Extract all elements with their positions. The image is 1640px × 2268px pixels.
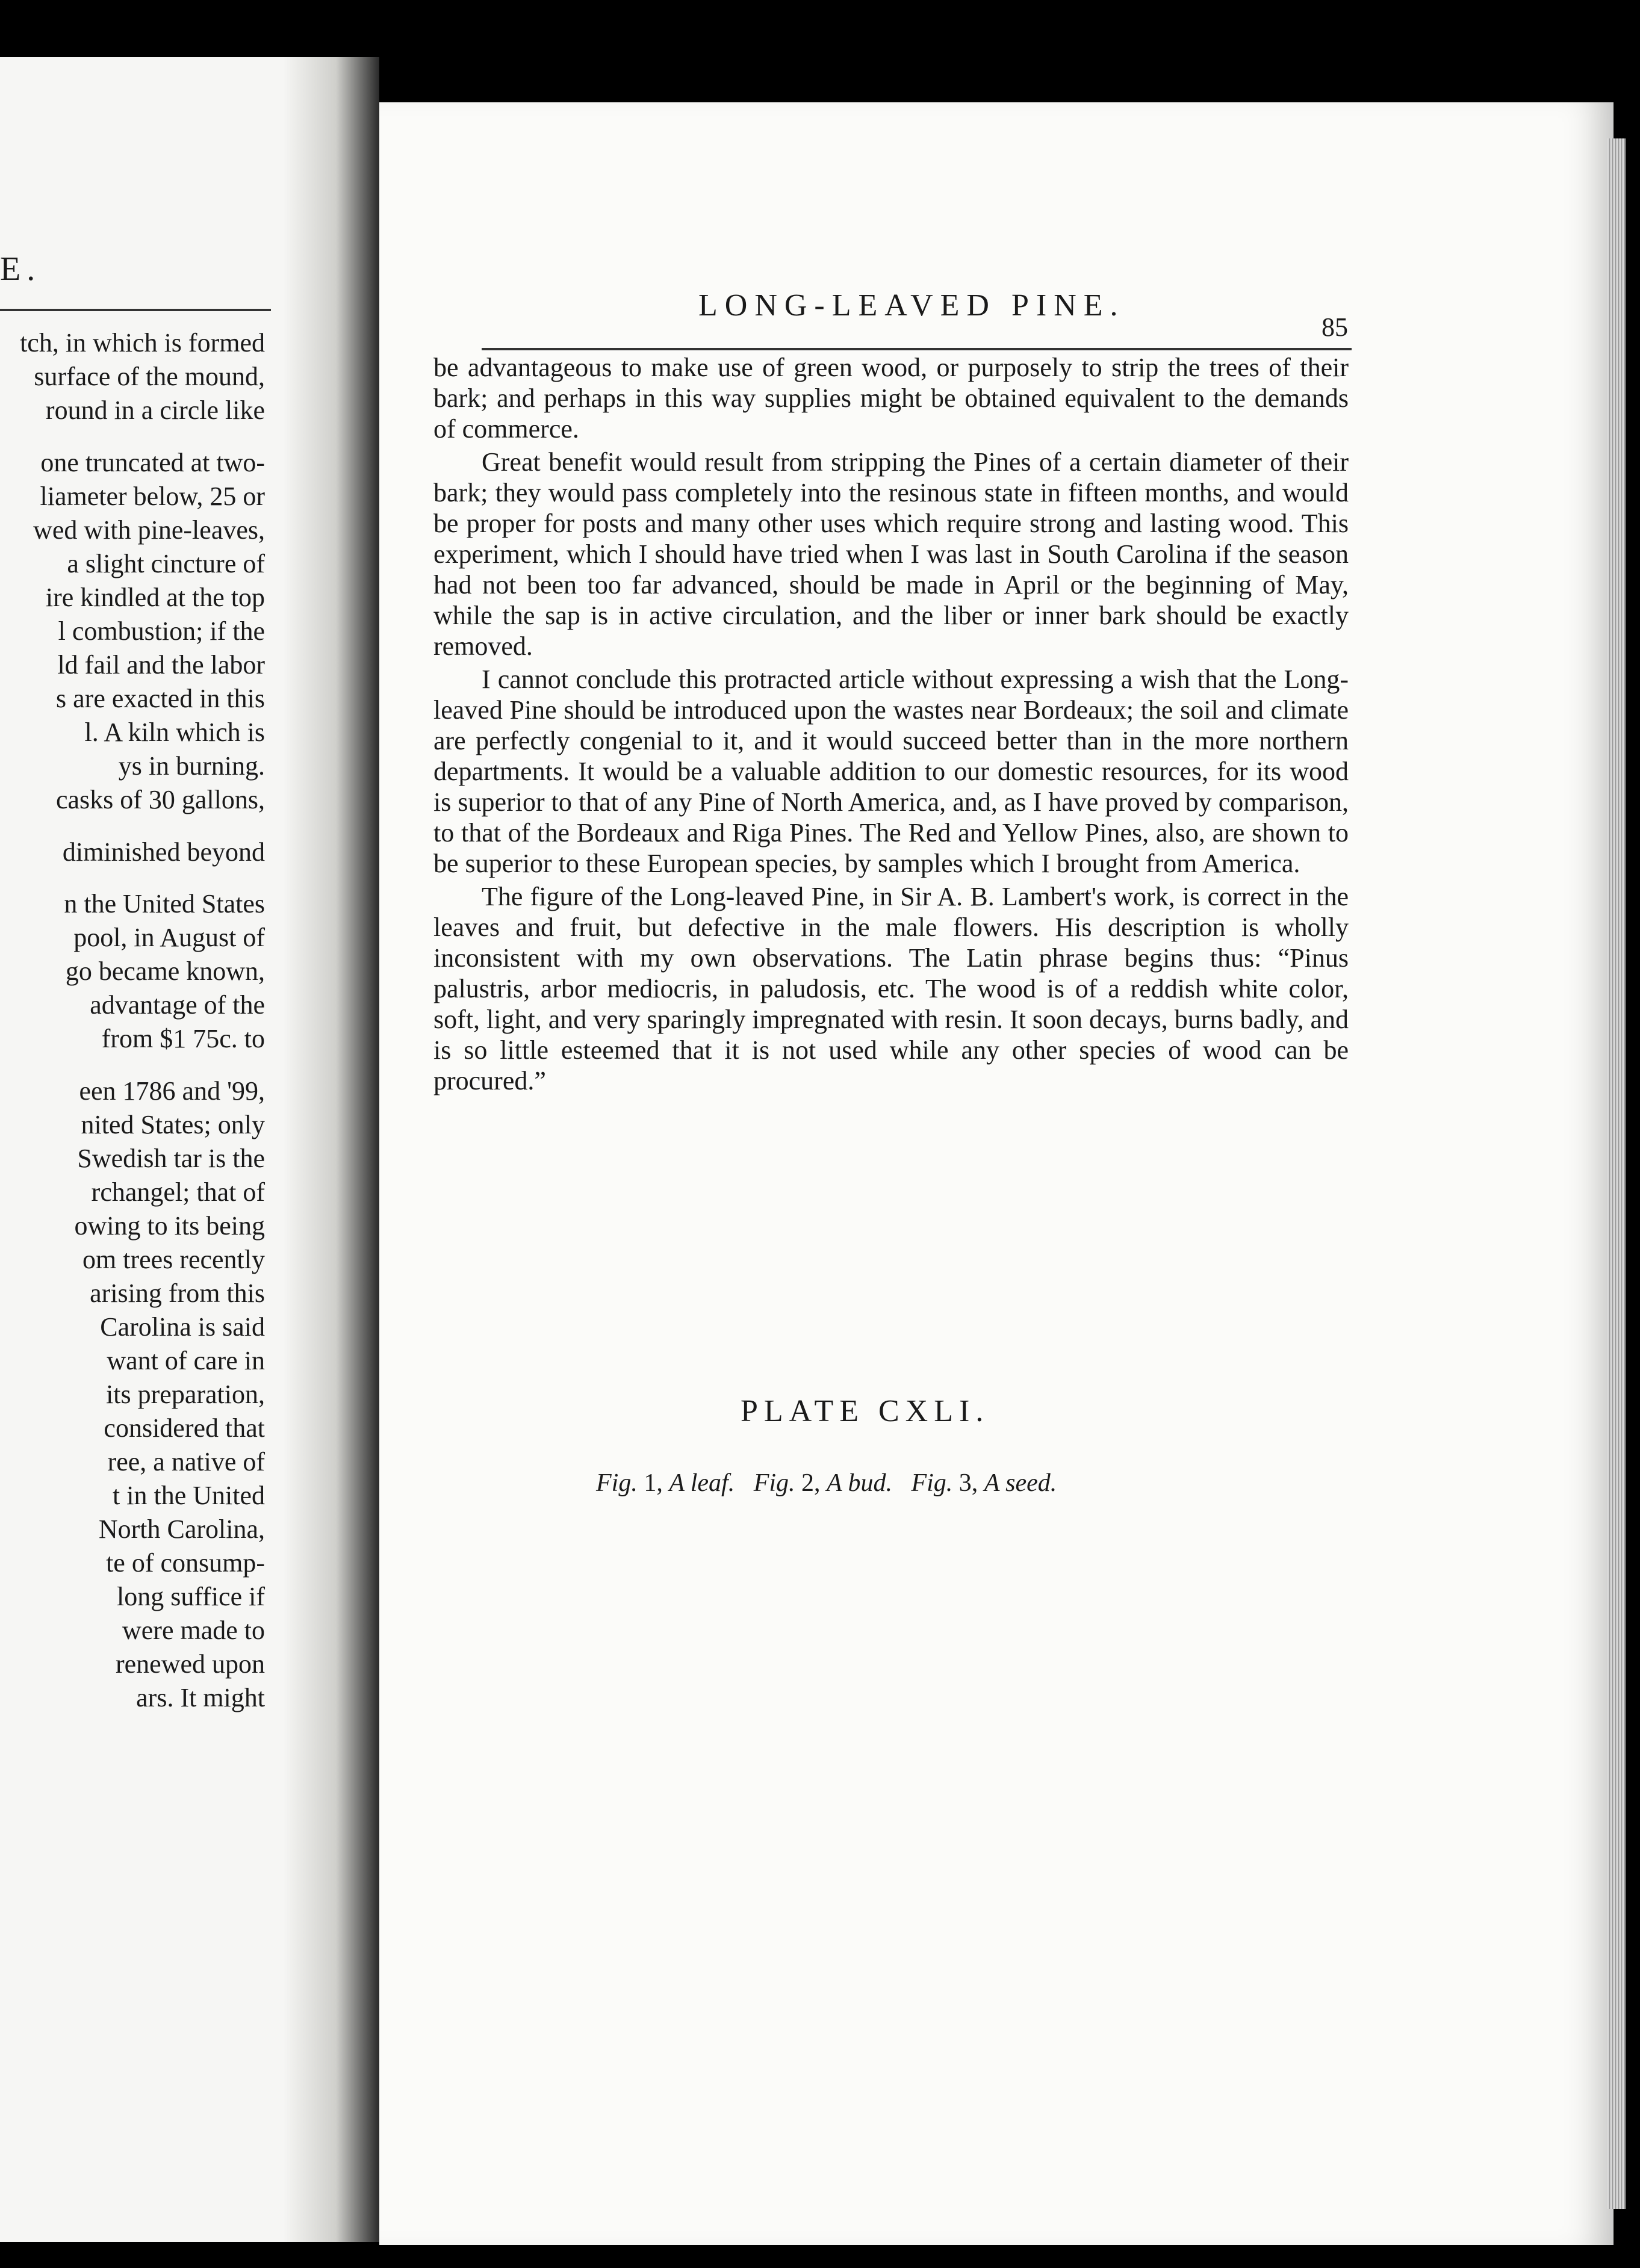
- left-page-line: long suffice if: [116, 1582, 265, 1612]
- page-edges: [1607, 138, 1626, 2209]
- left-page-line: renewed upon: [115, 1649, 265, 1679]
- left-page-line: nited States; only: [81, 1110, 265, 1140]
- left-page-line: n the United States: [64, 889, 265, 919]
- left-page: [0, 57, 283, 2242]
- header-rule: [482, 348, 1352, 350]
- left-page-line: arising from this: [90, 1278, 265, 1309]
- left-page-line: a slight cincture of: [67, 548, 265, 578]
- left-page-line: l combustion; if the: [58, 616, 265, 646]
- fig2-num: 2,: [801, 1469, 821, 1497]
- body-text: [433, 352, 1349, 1096]
- left-page-line: Swedish tar is the: [77, 1144, 265, 1174]
- fig1-num: 1,: [644, 1469, 663, 1497]
- fig2-text: A bud.: [827, 1469, 892, 1497]
- left-page-line: its preparation,: [106, 1380, 265, 1410]
- left-page-line: om trees recently: [82, 1245, 265, 1275]
- left-running-head: E.: [0, 250, 42, 288]
- left-page-line: liameter below, 25 or: [40, 481, 265, 511]
- figure-caption: [596, 1469, 1057, 1498]
- left-page-line: tch, in which is formed: [20, 328, 265, 358]
- left-page-line: ars. It might: [136, 1683, 265, 1713]
- plate-title: PLATE CXLI.: [741, 1394, 990, 1428]
- left-page-line: surface of the mound,: [34, 362, 265, 391]
- left-page-line: North Carolina,: [98, 1514, 265, 1545]
- left-page-line: te of consump-: [106, 1548, 265, 1578]
- book-gutter: [283, 57, 379, 2242]
- left-page-line: were made to: [122, 1616, 265, 1646]
- left-page-line: go became known,: [65, 956, 265, 987]
- page-number: 85: [1322, 312, 1348, 342]
- left-page-line: ld fail and the labor: [57, 649, 265, 680]
- left-page-line: wed with pine-leaves,: [33, 515, 265, 545]
- fig3-text: A seed.: [984, 1469, 1057, 1497]
- left-header-rule: [0, 309, 271, 311]
- left-page-line: pool, in August of: [73, 923, 265, 953]
- left-page-line: ire kindled at the top: [45, 582, 265, 612]
- running-head: LONG-LEAVED PINE.: [698, 288, 1125, 323]
- left-page-line: een 1786 and '99,: [79, 1076, 265, 1106]
- paragraph-2: Great benefit would result from stripping the Pines of a certain diameter of their bark; they would pass completely into the resinous state in fifteen months, and would be proper for posts and many other uses which require strong and lasting wood. This experiment, which I should have tried when I was last in South Carolina if the season had not been too far advanced, should be made in April or the beginning of May, while the sap is in active circulation, and the liber or inner bark should be exactly removed.: [433, 447, 1349, 661]
- left-page-line: diminished beyond: [62, 837, 265, 867]
- left-page-line: casks of 30 gallons,: [55, 784, 265, 814]
- left-page-line: rchangel; that of: [91, 1177, 265, 1207]
- left-page-line: ree, a native of: [107, 1447, 265, 1477]
- left-page-line: from $1 75c. to: [101, 1024, 265, 1054]
- paragraph-3: I cannot conclude this protracted article without expressing a wish that the Long-leaved Pine should be introduced upon the wastes near Bordeaux; the soil and climate are perfectly congenial to it, and it would succeed better than in the more northern departments. It would be a valuable addition to our domestic resources, for its wood is superior to that of any Pine of North America, and, as I have proved by comparison, to that of the Bordeaux and Riga Pines. The Red and Yellow Pines, also, are shown to be superior to these European species, by samples which I brought from America.: [433, 665, 1349, 878]
- left-page-line: round in a circle like: [45, 395, 265, 425]
- paragraph-4: The figure of the Long-leaved Pine, in Sir A. B. Lambert's work, is correct in the leaves and fruit, but defective in the male flowers. His description is wholly inconsistent with my own observations. The Latin phrase begins thus: “Pinus palustris, arbor mediocris, in paludosis, etc. The wood is of a reddish white color, soft, light, and very sparingly impregnated with resin. It soon decays, burns badly, and is so little esteemed that it is not used while any other species of wood can be procured.”: [433, 882, 1349, 1095]
- paragraph-1: be advantageous to make use of green wood, or purposely to strip the trees of their bark; and perhaps in this way supplies might be obtained equivalent to the demands of commerce.: [433, 353, 1349, 444]
- left-page-line: l. A kiln which is: [84, 717, 265, 747]
- fig1-label: Fig.: [596, 1469, 638, 1497]
- fig3-label: Fig.: [911, 1469, 953, 1497]
- fig2-label: Fig.: [753, 1469, 795, 1497]
- left-page-line: ys in burning.: [118, 751, 265, 781]
- left-page-line: Carolina is said: [100, 1312, 265, 1342]
- left-page-line: s are exacted in this: [56, 683, 265, 713]
- left-page-line: want of care in: [107, 1346, 265, 1376]
- fig1-text: A leaf.: [669, 1469, 735, 1497]
- left-page-line: considered that: [104, 1413, 265, 1443]
- left-page-line: advantage of the: [90, 990, 265, 1020]
- left-page-line: one truncated at two-: [40, 447, 265, 477]
- left-page-line: owing to its being: [74, 1211, 265, 1241]
- left-page-line: t in the United: [113, 1481, 265, 1511]
- fig3-num: 3,: [958, 1469, 978, 1497]
